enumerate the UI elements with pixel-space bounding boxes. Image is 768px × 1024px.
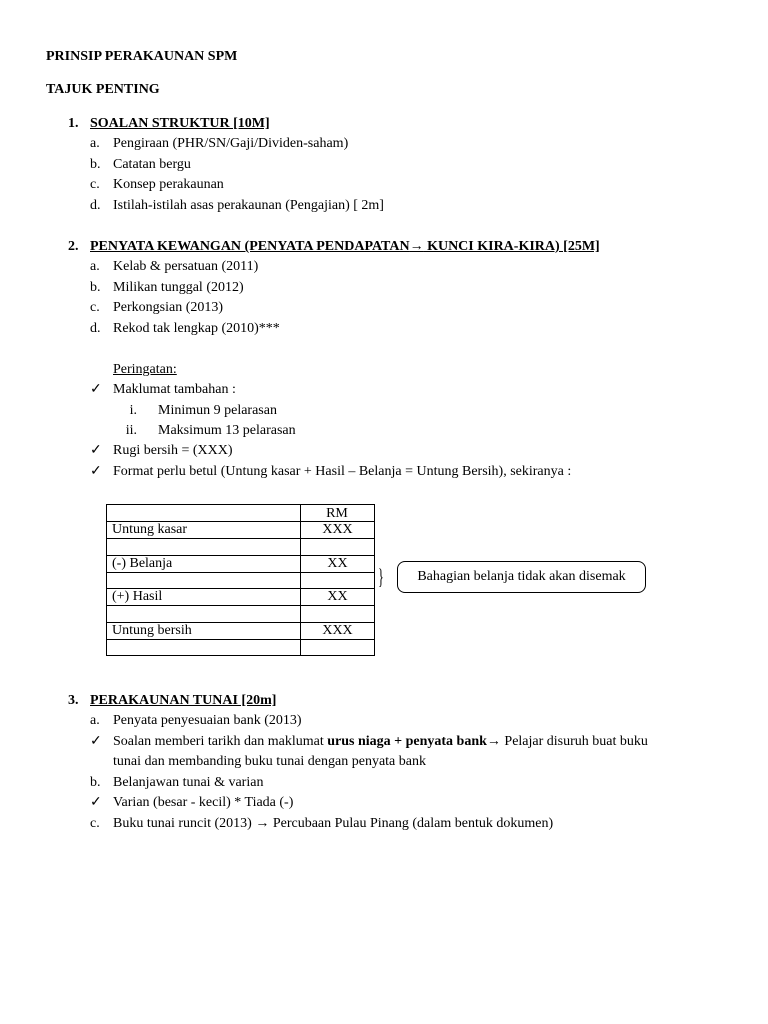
list-item-label: c. [90,816,100,831]
section-title-3: PERAKAUNAN TUNAI [20m] [90,693,277,708]
table-row [107,639,375,656]
list-item: Belanjawan tunai & varian [113,775,264,790]
table-cell-label: Untung kasar [107,522,301,539]
check-icon: ✓ [90,443,102,458]
list-item-label: c. [90,177,100,192]
check-item: Varian (besar - kecil) * Tiada (-) [113,795,294,810]
table-cell-value [301,606,375,623]
section-title-2-part2: KUNCI KIRA-KIRA) [25M] [423,239,600,254]
list-item: Rekod tak lengkap (2010)*** [113,321,280,336]
section-number-3: 3. [68,693,79,708]
check-icon: ✓ [90,382,102,397]
sub-item-label: ii. [125,423,137,438]
table-row [107,555,375,572]
table-cell-label: Untung bersih [107,622,301,639]
table-row [107,522,375,539]
list-item-label: b. [90,280,101,295]
list-item [113,815,553,832]
table-cell-value [301,539,375,556]
document-title: PRINSIP PERAKAUNAN SPM [46,49,238,64]
section-title-2 [90,238,600,255]
check-item-bold: urus niaga + penyata bank [327,734,487,749]
list-item: Penyata penyesuaian bank (2013) [113,713,302,728]
check-item: Maklumat tambahan : [113,382,236,397]
table-cell-value: XXX [301,522,375,539]
sub-item: Minimun 9 pelarasan [158,403,277,418]
list-item: Perkongsian (2013) [113,300,224,315]
section-number-2: 2. [68,239,79,254]
arrow-right-icon: → [409,239,424,254]
income-format-table [106,504,375,656]
arrow-right-icon: → [255,816,270,831]
list-item-label: d. [90,198,101,213]
check-item-text: Pelajar disuruh buat buku [500,734,648,749]
table-cell-value: XX [301,589,375,606]
table-row [107,539,375,556]
table-cell-value: XX [301,555,375,572]
table-row [107,606,375,623]
table-cell-label [107,606,301,623]
table-cell-label [107,539,301,556]
check-item: Format perlu betul (Untung kasar + Hasil – Belanja = Untung Bersih), sekiranya : [113,464,572,479]
section-title-1: SOALAN STRUKTUR [10M] [90,116,270,131]
list-item: Pengiraan (PHR/SN/Gaji/Dividen-saham) [113,136,349,151]
document-subtitle: TAJUK PENTING [46,82,160,97]
sub-item: Maksimum 13 pelarasan [158,423,296,438]
table-row [107,505,375,522]
list-item: Konsep perakaunan [113,177,224,192]
check-icon: ✓ [90,464,102,479]
list-item-label: a. [90,259,100,274]
sub-item-label: i. [129,403,137,418]
check-item [113,733,648,750]
callout-note: Bahagian belanja tidak akan disemak [397,561,646,593]
section-title-2-part1: PENYATA KEWANGAN (PENYATA PENDAPATAN [90,239,410,254]
check-item-text: Soalan memberi tarikh dan maklumat [113,734,328,749]
list-item: Kelab & persatuan (2011) [113,259,259,274]
list-item-label: a. [90,713,100,728]
table-row [107,622,375,639]
section-number-1: 1. [68,116,79,131]
warning-heading: Peringatan: [113,362,177,377]
table-cell-value [301,639,375,656]
list-item-label: d. [90,321,101,336]
list-item: Catatan bergu [113,157,191,172]
list-item: Istilah-istilah asas perakaunan (Pengajian) [ 2m] [113,198,384,213]
brace-icon: } [378,564,384,589]
check-item-continued: tunai dan membanding buku tunai dengan penyata bank [113,754,426,769]
arrow-right-icon: → [486,734,501,749]
list-item-label: b. [90,157,101,172]
table-row [107,589,375,606]
table-header-rm: RM [326,506,348,521]
list-item-label: b. [90,775,101,790]
list-item: Milikan tunggal (2012) [113,280,244,295]
table-cell-value: XXX [301,622,375,639]
list-item-text: Percubaan Pulau Pinang (dalam bentuk dokumen) [269,816,554,831]
list-item-label: a. [90,136,100,151]
table-row [107,572,375,589]
check-icon: ✓ [90,795,102,810]
list-item-text: Buku tunai runcit (2013) [113,816,256,831]
check-icon: ✓ [90,734,102,749]
table-cell-label: (-) Belanja [107,555,301,572]
list-item-label: c. [90,300,100,315]
table-cell-label: (+) Hasil [107,589,301,606]
table-cell-label [107,572,301,589]
table-cell-value [301,572,375,589]
table-cell-label [107,639,301,656]
check-item: Rugi bersih = (XXX) [113,443,233,458]
